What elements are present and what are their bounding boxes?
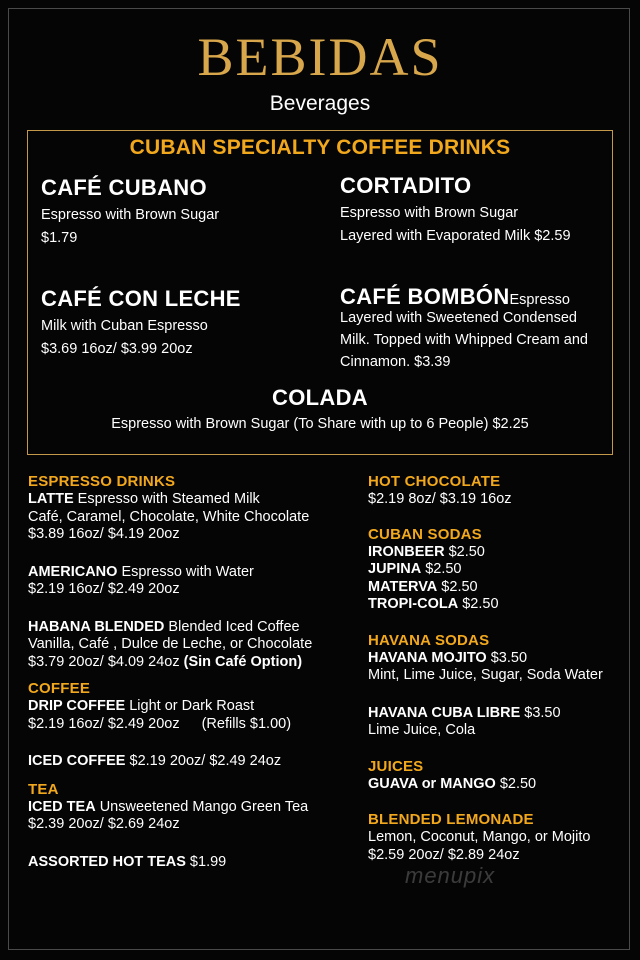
cafe-bombon-inline: Espresso xyxy=(509,292,570,308)
cortadito-title: CORTADITO xyxy=(340,173,472,198)
cafe-cubano-desc: Espresso with Brown Sugar $1.79 xyxy=(41,207,220,246)
soda-item: JUPINA $2.50 xyxy=(368,561,462,577)
tea-heading: TEA xyxy=(28,780,59,798)
cortadito-desc: Espresso with Brown Sugar Layered with Evaporated Milk $2.59 xyxy=(340,205,571,244)
watermark-logo: menupix xyxy=(405,863,496,888)
iced-coffee-item: ICED COFFEE $2.19 20oz/ $2.49 24oz xyxy=(28,753,282,769)
colada-title: COLADA xyxy=(272,385,368,410)
soda-item: MATERVA $2.50 xyxy=(368,578,478,595)
latte-item: LATTE Espresso with Steamed Milk xyxy=(28,491,260,507)
havana-mojito-item: HAVANA MOJITO $3.50 xyxy=(368,649,528,666)
menu-title: BEBIDAS xyxy=(197,27,443,87)
drip-coffee-item: DRIP COFFEE Light or Dark Roast xyxy=(28,698,255,714)
hot-chocolate-heading: HOT CHOCOLATE xyxy=(368,473,501,490)
menu-subtitle: Beverages xyxy=(269,92,371,115)
cafe-bombon-title: CAFÉ BOMBÓNEspresso xyxy=(340,284,570,309)
specialty-heading: CUBAN SPECIALTY COFFEE DRINKS xyxy=(129,136,511,159)
americano-item: AMERICANO Espresso with Water xyxy=(28,563,254,580)
soda-item: IRONBEER $2.50 xyxy=(368,543,485,560)
iced-tea-item: ICED TEA Unsweetened Mango Green Tea xyxy=(28,798,309,815)
coffee-heading: COFFEE xyxy=(28,680,91,697)
havana-cuba-libre-item: HAVANA CUBA LIBRE $3.50 xyxy=(368,704,561,721)
lemonade-heading: BLENDED LEMONADE xyxy=(368,811,534,828)
colada-desc: Espresso with Brown Sugar (To Share with up to 6 People) $2.25 xyxy=(111,416,529,432)
cuban-sodas-heading: CUBAN SODAS xyxy=(368,525,482,543)
cafe-con-leche-desc: Milk with Cuban Espresso $3.69 16oz/ $3.99 20oz xyxy=(41,318,208,357)
juice-item: GUAVA or MANGO $2.50 xyxy=(368,775,537,792)
espresso-heading: ESPRESSO DRINKS xyxy=(28,473,176,490)
right-column: HOT CHOCOLATE $2.19 8oz/ $3.19 16oz CUBAN SODAS IRONBEER $2.50 JUPINA $2.50 MATERVA $2.50 TROPI-COLA $2.50 HAVANA SODAS HAVANA MOJITO $3.50 Mint, Lime Juice, Sugar, Soda Water HAVANA CUBA LIBRE $3.50 Lime Juice, Cola JUICES GUAVA or MANGO $2.50 BLENDED LEMONADE Lemon, Coconut, Mango, or Mojito $2.59 20oz/ $2.89 24oz xyxy=(368,473,628,864)
soda-item: TROPI-COLA $2.50 xyxy=(368,596,499,612)
juices-heading: JUICES xyxy=(368,757,424,775)
habana-item: HABANA BLENDED Blended Iced Coffee xyxy=(28,618,300,635)
cafe-con-leche-title: CAFÉ CON LECHE xyxy=(41,286,241,311)
havana-sodas-heading: HAVANA SODAS xyxy=(368,631,490,649)
cafe-cubano-title: CAFÉ CUBANO xyxy=(41,175,207,200)
left-column: ESPRESSO DRINKS LATTE Espresso with Steamed Milk Café, Caramel, Chocolate, White Chocolate $3.89 16oz/ $4.19 20oz AMERICANO Espresso with Water $2.19 16oz/ $2.49 20oz HABANA BLENDED Blended Iced Coffee Vanilla, Café , Dulce de Leche, or Chocolate $3.79 20oz/ $4.09 24oz (Sin Café Option) COFFEE DRIP COFFEE Light or Dark Roast $2.19 16oz/ $2.49 20oz (Refills $1.00) ICED COFFEE $2.19 20oz/ $2.49 24oz TEA ICED TEA Unsweetened Mango Green Tea $2.39 20oz/ $2.69 24oz ASSORTED HOT TEAS $1.99 xyxy=(28,473,358,871)
assorted-teas-item: ASSORTED HOT TEAS $1.99 xyxy=(28,853,227,870)
cafe-bombon-desc: Layered with Sweetened Condensed Milk. Topped with Whipped Cream and Cinnamon. $3.39 xyxy=(340,310,588,370)
